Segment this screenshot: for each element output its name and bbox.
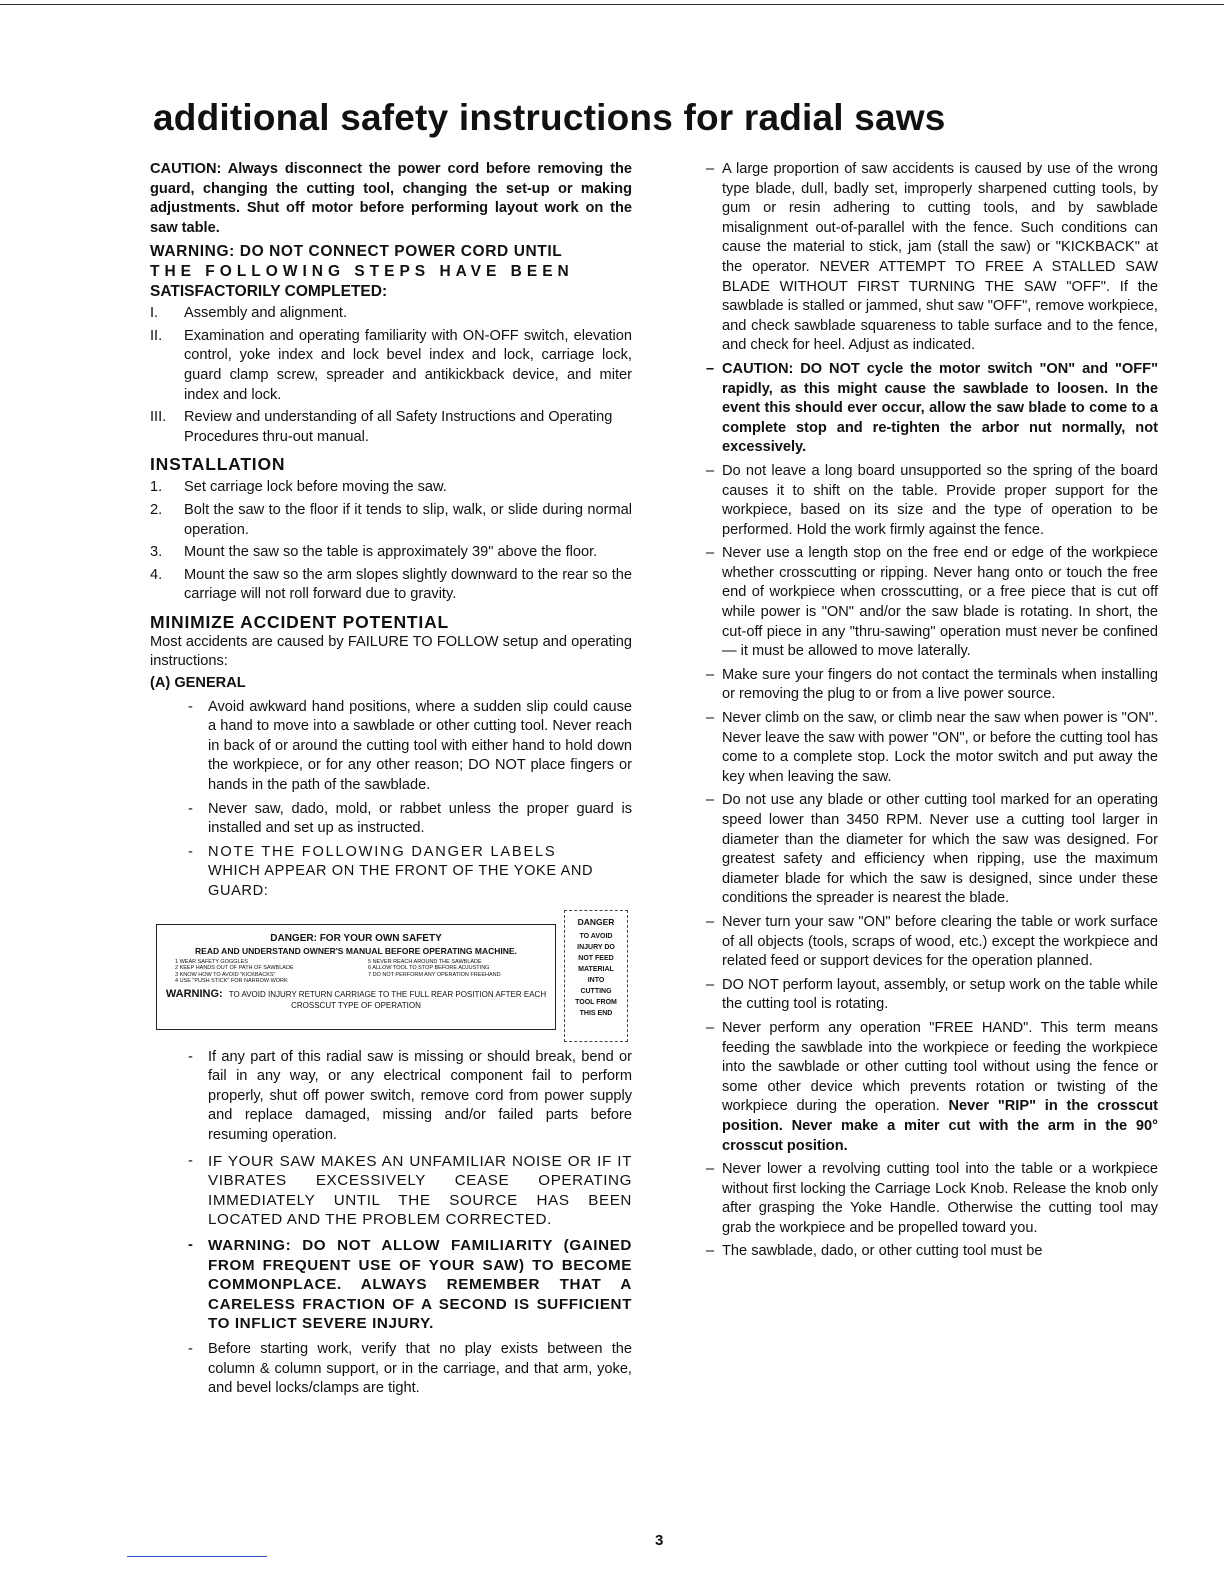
dash-marker: – (706, 666, 715, 683)
step-3 (150, 408, 632, 447)
label-item: 4 USE "PUSH STICK" FOR NARROW WORK (175, 978, 288, 985)
step-2-number: II. (150, 327, 163, 344)
dash-marker: - (188, 1340, 193, 1357)
side-label-line: INJURY DO (577, 943, 615, 951)
right-item-10-text (722, 1019, 1158, 1156)
caution-paragraph: CAUTION: Always disconnect the power cord before removing the guard, changing the cutting tool, changing the set-up or making adjustments. Shut off motor before performing layout work on the saw table. (150, 161, 632, 236)
right-item-1 (706, 160, 1158, 356)
yoke-danger-label (156, 924, 556, 1030)
right-item-8-text: Never turn your saw "ON" before clearing the table or work surface of all objects (tools, scraps of wood, etc.) except the workpiece and related feed or support devices for the operation planned. (722, 913, 1158, 970)
install-item-2-number: 2. (150, 501, 163, 518)
dash-marker: – (706, 710, 715, 727)
dash-marker: - (188, 1048, 193, 1065)
dash-marker: - (188, 800, 193, 817)
install-item-1 (150, 478, 632, 498)
note-line-1: NOTE THE FOLLOWING DANGER LABELS (208, 843, 557, 860)
dash-marker: – (706, 462, 715, 479)
right-column (706, 160, 1158, 1262)
installation-heading: INSTALLATION (150, 454, 286, 475)
general-item-2 (150, 800, 632, 839)
install-item-4-text: Mount the saw so the arm slopes slightly downward to the rear so the carriage will not roll forward due to gravity. (184, 566, 632, 603)
left-column (150, 160, 632, 1399)
page-number: 3 (655, 1532, 664, 1549)
dash-marker: - (188, 1152, 193, 1169)
noise-text: IF YOUR SAW MAKES AN UNFAMILIAR NOISE OR IF IT VIBRATES EXCESSIVELY CEASE OPERATING IMMEDIATELY UNTIL THE SOURCE HAS BEEN LOCATED AND THE PROBLEM CORRECTED. (208, 1152, 632, 1229)
minimize-intro: Most accidents are caused by FAILURE TO FOLLOW setup and operating instructions: (150, 633, 632, 670)
right-item-12 (706, 1242, 1158, 1262)
before-start-item (150, 1340, 632, 1399)
free-hand-text: Never perform any operation "FREE HAND". This term means feeding the sawblade into the workpiece or feeding the workpiece into the sawblade or other cutting tool without using the fence or some other device which prevents rotation or twisting of the workpiece during the operation. (722, 1019, 1158, 1115)
install-item-3-text: Mount the saw so the table is approximately 39" above the floor. (184, 544, 598, 561)
dash-marker: – (706, 792, 715, 809)
dash-marker: – (706, 976, 715, 993)
footer-rule (127, 1556, 267, 1557)
step-3-number: III. (150, 409, 167, 426)
rip-warning-text: Never "RIP" in the crosscut position. Never make a miter cut with the arm in the 90° crosscut position. (722, 1098, 1158, 1154)
right-item-5-text: Make sure your fingers do not contact the terminals when installing or removing the plug to or from a live power source. (722, 666, 1158, 703)
dash-marker: - (188, 843, 193, 860)
label-item: 7 DO NOT PERFORM ANY OPERATION FREEHAND (368, 971, 501, 978)
page-title: additional safety instructions for radial saws (153, 97, 946, 138)
missing-part-text: If any part of this radial saw is missing or should break, bend or fail in any way, or any electrical component fail to perform properly, shut off power switch, remove cord from power supply and replace damaged, missing and/or failed parts before resuming operation. (208, 1048, 632, 1143)
step-2 (150, 327, 632, 405)
right-item-2-text: CAUTION: DO NOT cycle the motor switch "ON" and "OFF" rapidly, as this might cause the sawblade to loosen. In the event this should ever occur, allow the saw blade to come to a complete stop and re-tighten the arbor nut normally, not excessively. (722, 360, 1158, 456)
install-item-4-number: 4. (150, 566, 163, 583)
right-item-5 (706, 666, 1158, 705)
right-item-7 (706, 791, 1158, 909)
familiarity-text: WARNING: DO NOT ALLOW FAMILIARITY (GAINED FROM FREQUENT USE OF YOUR SAW) TO BECOME COMMONPLACE. ALWAYS REMEMBER THAT A CARELESS FRACTION OF A SECOND IS SUFFICIENT TO INFLICT SEVERE INJURY. (208, 1236, 632, 1333)
general-item-1-text: Avoid awkward hand positions, where a sudden slip could cause a hand to move into a sawblade or other cutting tool. Never reach in back of or around the cutting tool with either hand to hold down the workpiece, or for any other reason; DO NOT place fingers or hands in the path of the sawblade. (208, 698, 632, 794)
dash-marker: – (706, 545, 715, 562)
dash-marker: – (706, 1019, 715, 1036)
right-item-3-text: Do not leave a long board unsupported so the spring of the board causes it to shift on the table. Provide proper support for the workpiece, based on its size and the type of operation to be performed. Hold the work firmly against the fence. (722, 462, 1158, 538)
right-item-10 (706, 1019, 1158, 1156)
minimize-heading: MINIMIZE ACCIDENT POTENTIAL (150, 611, 449, 632)
dash-marker: - (188, 698, 193, 715)
dash-marker: – (706, 360, 715, 377)
label-danger-title: DANGER: FOR YOUR OWN SAFETY (270, 932, 442, 944)
install-item-3 (150, 543, 632, 563)
right-item-2 (706, 360, 1158, 458)
side-label-line: THIS END (579, 1009, 613, 1017)
right-item-7-text: Do not use any blade or other cutting tool marked for an operating speed lower than 3450 RPM. Never use a cutting tool larger in diameter than the diameter for which the saw was designed. For greatest safety and efficiency when ripping, use the maximum diameter blade for which the saw is designed, since under these conditions the spreader is nearest the blade. (722, 792, 1158, 907)
step-2-text: Examination and operating familiarity with ON-OFF switch, elevation control, yoke index and lock bevel index and lock, carriage lock, guard clamp screw, spreader and antikickback device, and miter index and lock. (184, 327, 632, 403)
label-warning-word: WARNING: (165, 987, 223, 1000)
side-label-line: INTO (587, 976, 605, 984)
label-item: 6 ALLOW TOOL TO STOP BEFORE ADJUSTING (368, 965, 490, 972)
label-item: 1 WEAR SAFETY GOGGLES (175, 958, 248, 965)
familiarity-item (150, 1236, 632, 1334)
install-item-2-text: Bolt the saw to the floor if it tends to slip, walk, or slide during normal operation. (184, 501, 632, 538)
right-item-1-text: A large proportion of saw accidents is caused by use of the wrong type blade, dull, badly set, improperly sharpened cutting tools, by gum or resin adhering to cutting tools, and by sawblade misalignment out-of-parallel with the fence. Such conditions can cause the material to stick, jam (stall the saw) or "KICKBACK" at the operator. NEVER ATTEMPT TO FREE A STALLED SAW BLADE WITHOUT FIRST TURNING THE SAW "OFF". If the sawblade is stalled or jammed, shut saw "OFF", remove workpiece, and check sawblade squareness to table surface and to the fence, and check for heel. Adjust as indicated. (722, 161, 1158, 354)
general-item-2-text: Never saw, dado, mold, or rabbet unless the proper guard is installed and set up as instructed. (208, 800, 632, 837)
dash-marker: - (188, 1236, 193, 1253)
guard-danger-label (564, 910, 628, 1042)
right-item-4 (706, 544, 1158, 662)
noise-item (150, 1152, 632, 1230)
install-item-4 (150, 566, 632, 605)
side-label-line: CUTTING (580, 987, 612, 995)
label-items (157, 959, 555, 985)
install-item-1-number: 1. (150, 479, 163, 496)
right-item-8 (706, 913, 1158, 972)
right-item-6-text: Never climb on the saw, or climb near the saw when power is "ON". Never leave the saw with power "ON", or before the cutting tool has come to a complete stop. Lock the motor switch and put away the key when leaving the saw. (722, 710, 1158, 785)
dash-marker: – (706, 913, 715, 930)
side-label-title: DANGER (577, 916, 615, 927)
label-item: 2 KEEP HANDS OUT OF PATH OF SAWBLADE (175, 965, 294, 972)
side-label-line: NOT FEED (578, 954, 614, 962)
right-item-3 (706, 462, 1158, 540)
dash-marker: – (706, 161, 715, 177)
danger-label-figure (150, 906, 632, 1044)
right-item-9-text: DO NOT perform layout, assembly, or setup work on the table while the cutting tool is rotating. (722, 976, 1158, 1013)
warning-line-1: WARNING: DO NOT CONNECT POWER CORD UNTIL (150, 243, 563, 261)
step-3-text: Review and understanding of all Safety Instructions and Operating Procedures thru-out manual. (184, 409, 613, 445)
warning-line-2: THE FOLLOWING STEPS HAVE BEEN (150, 262, 574, 280)
general-item-1 (150, 698, 632, 796)
dash-marker: – (706, 1243, 715, 1260)
side-label-line: MATERIAL (578, 965, 614, 973)
step-1-number: I. (150, 305, 159, 322)
label-warning-text: TO AVOID INJURY RETURN CARRIAGE TO THE FULL REAR POSITION AFTER EACH CROSSCUT TYPE OF OPERATION (228, 989, 547, 1010)
label-warning (157, 989, 555, 1011)
label-read-line: READ AND UNDERSTAND OWNER'S MANUAL BEFORE OPERATING MACHINE. (195, 945, 517, 956)
label-item: 5 NEVER REACH AROUND THE SAWBLADE (368, 958, 482, 965)
right-item-12-text: The sawblade, dado, or other cutting tool must be (722, 1243, 1043, 1260)
install-item-1-text: Set carriage lock before moving the saw. (184, 479, 447, 496)
note-item (150, 843, 632, 902)
right-item-4-text: Never use a length stop on the free end or edge of the workpiece whether crosscutting or ripping. Never hang onto or touch the free end of workpiece when crosscutting, or a free piece that is cut off while power is "ON" and/or the saw blade is rotating. In short, the cut-off piece in any "thru-sawing" operation must never be confined — it must be allowed to move laterally. (722, 545, 1158, 660)
top-border (0, 4, 1224, 5)
right-item-6 (706, 709, 1158, 787)
side-label-line: TOOL FROM (575, 998, 617, 1006)
right-item-11-text: Never lower a revolving cutting tool into the table or a workpiece without first locking the Carriage Lock Knob. Release the knob only after grasping the Yoke Handle. Otherwise the cutting tool may grab the workpiece and be propelled toward you. (722, 1161, 1158, 1236)
install-item-3-number: 3. (150, 544, 163, 561)
note-line-2: WHICH APPEAR ON THE FRONT OF THE YOKE AND GUARD: (208, 863, 594, 899)
missing-part-item (150, 1048, 632, 1146)
install-item-2 (150, 501, 632, 540)
before-start-text: Before starting work, verify that no play exists between the column & column support, or in the carriage, and that arm, yoke, and bevel locks/clamps are tight. (208, 1340, 632, 1397)
note-text (208, 843, 632, 902)
step-1-text: Assembly and alignment. (184, 305, 348, 322)
warning-line-3: SATISFACTORILY COMPLETED: (150, 282, 388, 300)
right-item-11 (706, 1160, 1158, 1238)
general-heading: (A) GENERAL (150, 675, 246, 692)
right-item-9 (706, 976, 1158, 1015)
dash-marker: – (706, 1161, 715, 1178)
step-1 (150, 304, 632, 324)
label-item: 3 KNOW HOW TO AVOID "KICKBACKS" (175, 971, 276, 978)
side-label-line: TO AVOID (579, 932, 613, 940)
